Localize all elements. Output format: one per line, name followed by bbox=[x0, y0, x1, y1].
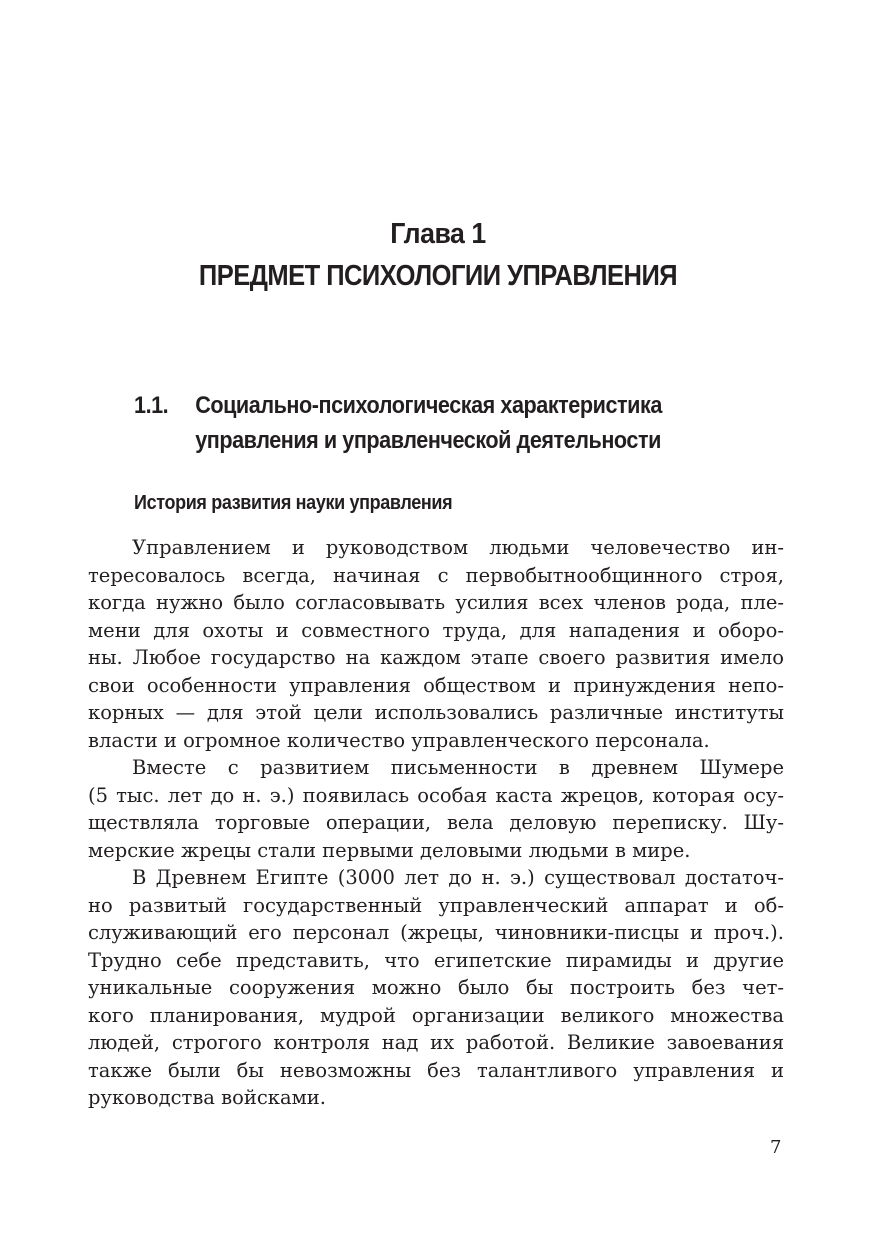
text-line: кого планирования, мудрой организации великого множества bbox=[88, 1003, 784, 1027]
text-line: но развитый государственный управленческий аппарат и об- bbox=[88, 893, 784, 917]
section-heading bbox=[134, 388, 728, 458]
text-line: В Древнем Египте (3000 лет до н. э.) существовал достаточ- bbox=[132, 866, 784, 889]
text-line: свои особенности управления обществом и принуждения непо- bbox=[88, 673, 784, 697]
text-line: тересовалось всегда, начиная с первобытнообщинного строя, bbox=[88, 563, 784, 587]
section-title-line-2: управления и управленческой деятельности bbox=[195, 427, 661, 454]
text-line: ществляла торговые операции, вела деловую переписку. Шу- bbox=[88, 811, 784, 834]
text-line: Трудно себе представить, что египетские пирамиды и другие bbox=[88, 948, 784, 972]
text-line: служивающий его персонал (жрецы, чиновники-писцы и проч.). bbox=[88, 921, 784, 944]
text-line: людей, строгого контроля над их работой. Великие завоевания bbox=[88, 1031, 784, 1054]
paragraph-2 bbox=[88, 754, 784, 864]
text-line: мени для охоты и совместного труда, для нападения и оборо- bbox=[88, 618, 784, 642]
text-line: (5 тыс. лет до н. э.) появилась особая каста жрецов, которая осу- bbox=[88, 783, 784, 807]
page-number: 7 bbox=[770, 1137, 782, 1158]
text-line: власти и огромное количество управленческого персонала. bbox=[88, 728, 710, 752]
chapter-label: Глава 1 bbox=[390, 218, 486, 250]
text-line: корных — для этой цели использовались различные институты bbox=[88, 701, 784, 724]
text-line: уникальные сооружения можно было бы построить без чет- bbox=[88, 976, 784, 999]
text-line: когда нужно было согласовывать усилия всех членов рода, пле- bbox=[88, 591, 784, 614]
section-number: 1.1. bbox=[134, 392, 169, 419]
paragraph-3 bbox=[88, 864, 784, 1112]
text-line: ны. Любое государство на каждом этапе своего развития имело bbox=[88, 646, 784, 669]
section-title-line-1: Социально-психологическая характеристика bbox=[195, 392, 662, 419]
text-line: мерские жрецы стали первыми деловыми людьми в мире. bbox=[88, 838, 691, 862]
body-text bbox=[88, 534, 784, 1112]
paragraph-1 bbox=[88, 534, 784, 754]
text-line: также были бы невозможны без талантливого управления и bbox=[88, 1058, 784, 1082]
text-line: Управлением и руководством людьми человечество ин- bbox=[132, 536, 784, 559]
text-line: Вместе с развитием письменности в древнем Шумере bbox=[132, 756, 784, 779]
subsection-heading: История развития науки управления bbox=[134, 492, 453, 514]
chapter-title: ПРЕДМЕТ ПСИХОЛОГИИ УПРАВЛЕНИЯ bbox=[198, 260, 678, 292]
text-line: руководства войсками. bbox=[88, 1086, 326, 1109]
